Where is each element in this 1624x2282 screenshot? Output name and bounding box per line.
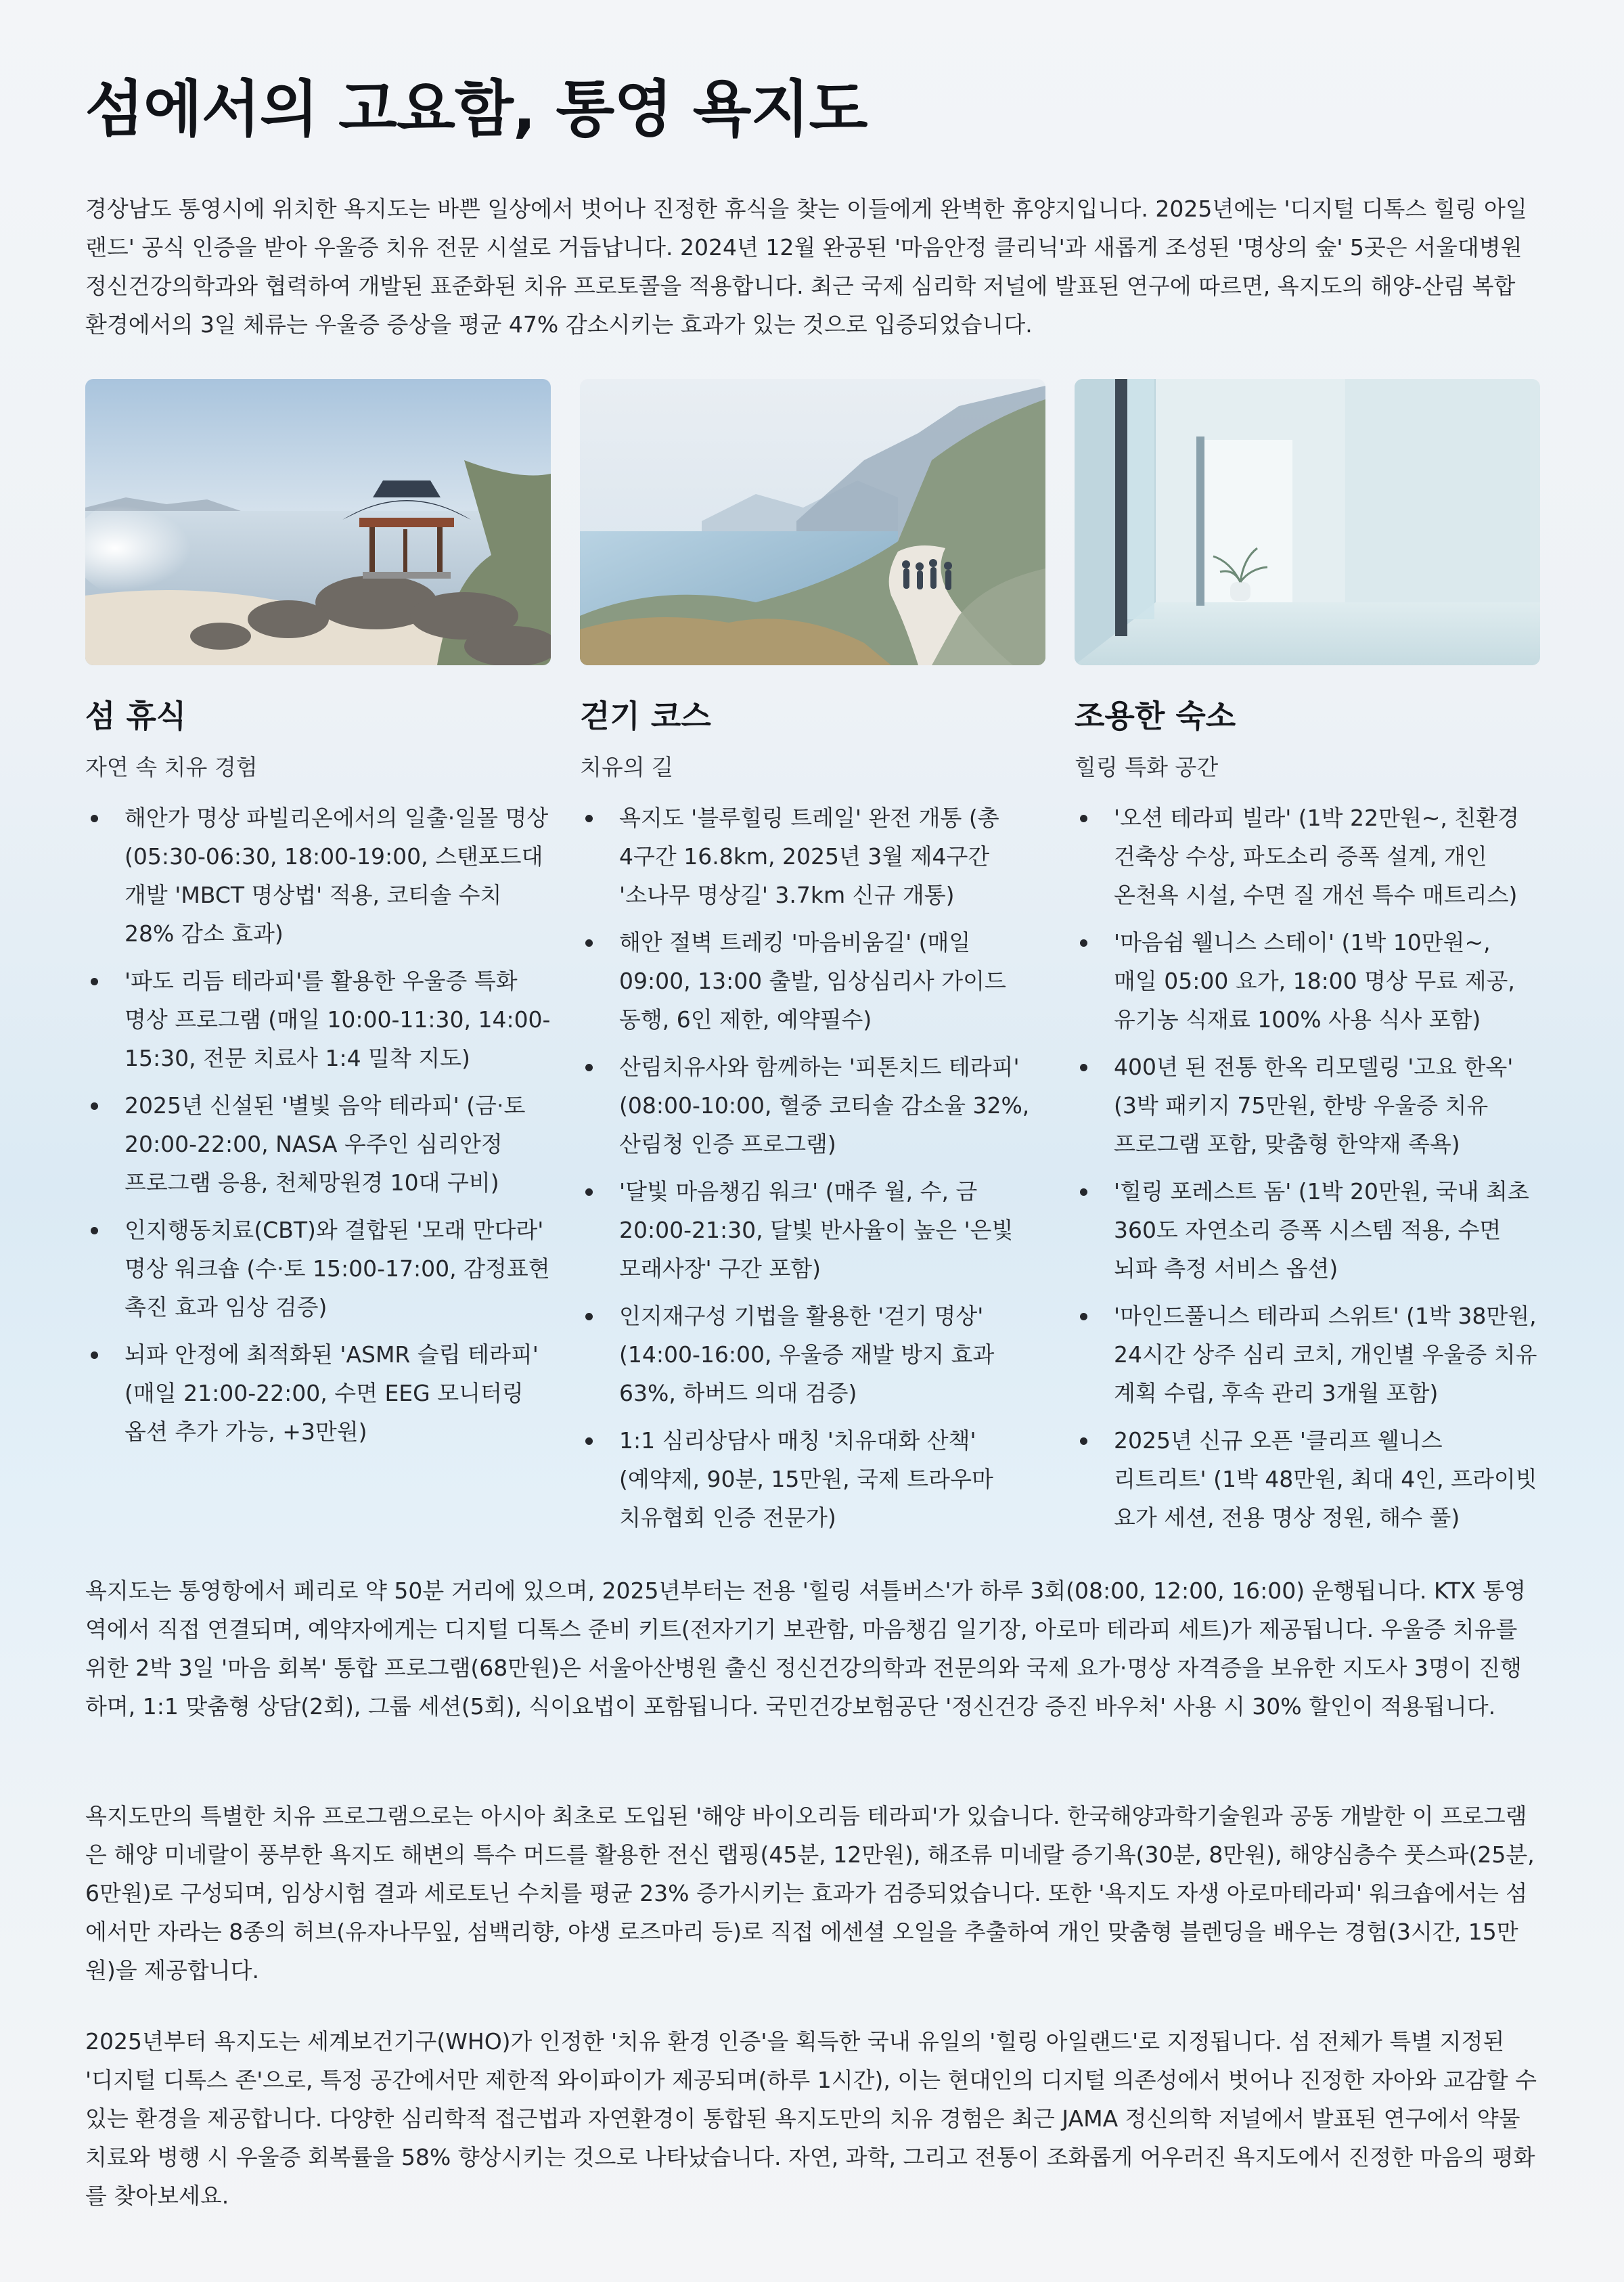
body-paragraph-closing: 2025년부터 욕지도는 세계보건기구(WHO)가 인정한 '치유 환경 인증'을 획득한 국내 유일의 '힐링 아일랜드'로 지정됩니다. 섬 전체가 특별 지정된 '디지털 디톡스 존'으로, 특정 공간에서만 제한적 와이파이가 제공되며(하루 1시간), 이는 현대인의 디지털 의존성에서 벗어나 진정한 자아와 교감할 수 있는 환경을 제공합니다. 다양한 심리학적 접근법과 자연환경이 통합된 욕지도만의 치유 경험은 최근 JAMA 정신의학 저널에서 발표된 연구에서 약물치료와 병행 시 우울증 회복률을 58% 향상시키는 것으로 나타났습니다. 자연, 과학, 그리고 전통이 조화롭게 어우러진 욕지도에서 진정한 마음의 평화를 찾아보세요. [85, 2028, 1537, 2209]
list-item: 해안 절벽 트레킹 '마음비움길' (매일 09:00, 13:00 출발, 임상심리사 가이드 동행, 6인 제한, 예약필수) [580, 923, 1045, 1039]
list-item: 2025년 신설된 '별빛 음악 테라피' (금·토 20:00-22:00, NASA 우주인 심리안정 프로그램 응용, 천체망원경 10대 구비) [85, 1086, 551, 1202]
list-item: 해안가 명상 파빌리온에서의 일출·일몰 명상 (05:30-06:30, 18:00-19:00, 스탠포드대 개발 'MBCT 명상법' 적용, 코티솔 수치 28% 감소 효과) [85, 799, 551, 953]
coastal-trail-photo [580, 379, 1045, 665]
page-title: 섬에서의 고요함, 통영 욕지도 [85, 74, 867, 145]
feature-column-island-rest [85, 379, 551, 1445]
list-item: 400년 된 전통 한옥 리모델링 '고요 한옥' (3박 패키지 75만원, 한방 우울증 치유 프로그램 포함, 맞춤형 한약재 족욕) [1075, 1048, 1540, 1163]
feature-list [85, 799, 551, 1460]
column-heading: 조용한 숙소 [1075, 698, 1236, 734]
feature-column-quiet-lodging [1075, 379, 1540, 1531]
body-paragraph-transport: 욕지도는 통영항에서 페리로 약 50분 거리에 있으며, 2025년부터는 전용 '힐링 셔틀버스'가 하루 3회(08:00, 12:00, 16:00) 운행됩니다. KTX 통영역에서 직접 연결되며, 예약자에게는 디지털 디톡스 준비 키트(전자기기 보관함, 마음챙김 일기장, 아로마 테라피 세트)가 제공됩니다. 우울증 치유를 위한 2박 3일 '마음 회복' 통합 프로그램(68만원)은 서울아산병원 출신 정신건강의학과 전문의와 국제 요가·명상 자격증을 보유한 지도사 3명이 진행하며, 1:1 맞춤형 상담(2회), 그룹 세션(5회), 식이요법이 포함됩니다. 국민건강보험공단 '정신건강 증진 바우처' 사용 시 30% 할인이 적용됩니다. [85, 1578, 1527, 1720]
list-item: 인지재구성 기법을 활용한 '걷기 명상' (14:00-16:00, 우울증 재발 방지 효과 63%, 하버드 의대 검증) [580, 1297, 1045, 1412]
list-item: 1:1 심리상담사 매칭 '치유대화 산책' (예약제, 90분, 15만원, 국제 트라우마 치유협회 인증 전문가) [580, 1421, 1045, 1537]
feature-list [1075, 799, 1540, 1546]
list-item: 산림치유사와 함께하는 '피톤치드 테라피' (08:00-10:00, 혈중 코티솔 감소율 32%, 산림청 인증 프로그램) [580, 1048, 1045, 1163]
seaside-pavilion-photo [85, 379, 551, 665]
column-subheading: 힐링 특화 공간 [1075, 754, 1219, 780]
list-item: '힐링 포레스트 돔' (1박 20만원, 국내 최초 360도 자연소리 증폭 시스템 적용, 수면 뇌파 측정 서비스 옵션) [1075, 1172, 1540, 1288]
list-item: 2025년 신규 오픈 '클리프 웰니스 리트리트' (1박 48만원, 최대 4인, 프라이빗 요가 세션, 전용 명상 정원, 해수 풀) [1075, 1421, 1540, 1537]
list-item: 욕지도 '블루힐링 트레일' 완전 개통 (총 4구간 16.8km, 2025년 3월 제4구간 '소나무 명상길' 3.7km 신규 개통) [580, 799, 1045, 914]
column-subheading: 자연 속 치유 경험 [85, 754, 258, 780]
feature-list [580, 799, 1045, 1546]
body-paragraph-programs: 욕지도만의 특별한 치유 프로그램으로는 아시아 최초로 도입된 '해양 바이오리듬 테라피'가 있습니다. 한국해양과학기술원과 공동 개발한 이 프로그램은 해양 미네랄이 풍부한 욕지도 해변의 특수 머드를 활용한 전신 랩핑(45분, 12만원), 해조류 미네랄 증기욕(30분, 8만원), 해양심층수 풋스파(25분, 6만원)로 구성되며, 임상시험 결과 세로토닌 수치를 평균 23% 증가시키는 효과가 검증되었습니다. 또한 '욕지도 자생 아로마테라피' 워크숍에서는 섬에서만 자라는 8종의 허브(유자나무잎, 섬백리향, 야생 로즈마리 등)로 직접 에센셜 오일을 추출하여 개인 맞춤형 블렌딩을 배우는 경험(3시간, 15만원)을 제공합니다. [85, 1803, 1535, 1984]
feature-column-walking-course [580, 379, 1045, 1531]
list-item: '파도 리듬 테라피'를 활용한 우울증 특화 명상 프로그램 (매일 10:00-11:30, 14:00-15:30, 전문 치료사 1:4 밀착 지도) [85, 962, 551, 1077]
intro-paragraph: 경상남도 통영시에 위치한 욕지도는 바쁜 일상에서 벗어나 진정한 휴식을 찾는 이들에게 완벽한 휴양지입니다. 2025년에는 '디지털 디톡스 힐링 아일랜드' 공식 인증을 받아 우울증 치유 전문 시설로 거듭납니다. 2024년 12월 완공된 '마음안정 클리닉'과 새롭게 조성된 '명상의 숲' 5곳은 서울대병원 정신건강의학과와 협력하여 개발된 표준화된 치유 프로토콜을 적용합니다. 최근 국제 심리학 저널에 발표된 연구에 따르면, 욕지도의 해양-산림 복합 환경에서의 3일 체류는 우울증 증상을 평균 47% 감소시키는 효과가 있는 것으로 입증되었습니다. [85, 196, 1527, 338]
list-item: '오션 테라피 빌라' (1박 22만원~, 친환경 건축상 수상, 파도소리 증폭 설계, 개인 온천욕 시설, 수면 질 개선 특수 매트리스) [1075, 799, 1540, 914]
column-subheading: 치유의 길 [580, 754, 674, 780]
list-item: '달빛 마음챙김 워크' (매주 월, 수, 금 20:00-21:30, 달빛 반사율이 높은 '은빛 모래사장' 구간 포함) [580, 1172, 1045, 1288]
list-item: 뇌파 안정에 최적화된 'ASMR 슬립 테라피' (매일 21:00-22:00, 수면 EEG 모니터링 옵션 추가 가능, +3만원) [85, 1335, 551, 1451]
column-heading: 걷기 코스 [580, 698, 711, 734]
minimal-room-photo [1075, 379, 1540, 665]
column-heading: 섬 휴식 [85, 698, 187, 734]
list-item: '마인드풀니스 테라피 스위트' (1박 38만원, 24시간 상주 심리 코치, 개인별 우울증 치유 계획 수립, 후속 관리 3개월 포함) [1075, 1297, 1540, 1412]
list-item: '마음쉼 웰니스 스테이' (1박 10만원~, 매일 05:00 요가, 18:00 명상 무료 제공, 유기농 식재료 100% 사용 식사 포함) [1075, 923, 1540, 1039]
list-item: 인지행동치료(CBT)와 결합된 '모래 만다라' 명상 워크숍 (수·토 15:00-17:00, 감정표현 촉진 효과 임상 검증) [85, 1211, 551, 1326]
